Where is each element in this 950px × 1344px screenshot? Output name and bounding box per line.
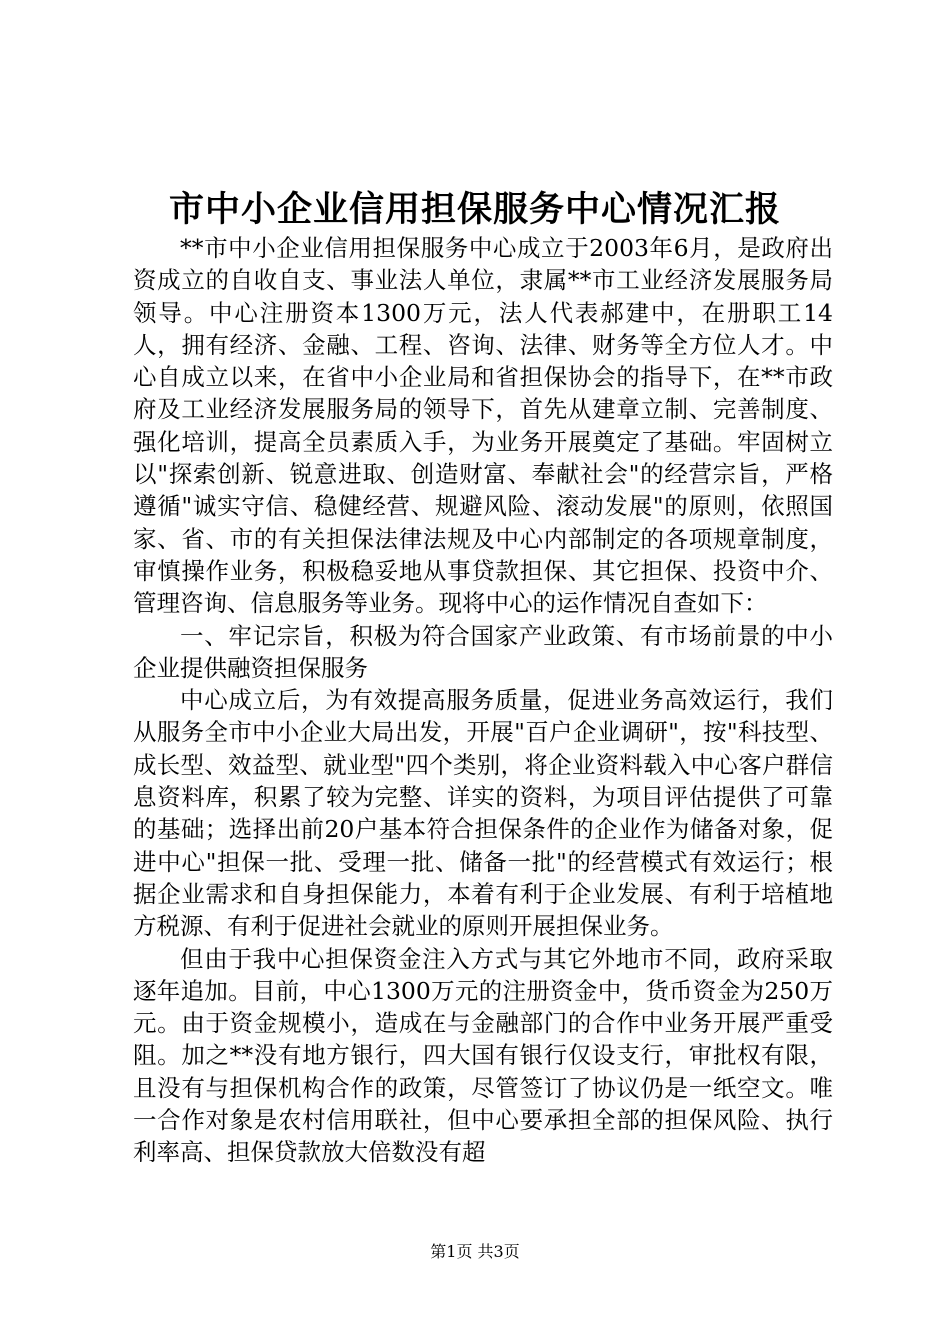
section-heading-1: 一、牢记宗旨，积极为符合国家产业政策、有市场前景的中小企业提供融资担保服务 [133,621,833,682]
paragraph-service: 中心成立后，为有效提高服务质量，促进业务高效运行，我们从服务全市中小企业大局出发，开展"百户企业调研"，按"科技型、成长型、效益型、就业型"四个类别，将企业资料载入中心客户群信息资料库，积累了较为完整、详实的资料，为项目评估提供了可靠的基础；选择出前20户基本符合担保条件的企业作为储备对象，促进中心"担保一批、受理一批、储备一批"的经营模式有效运行；根据企业需求和自身担保能力，本着有利于企业发展、有利于培植地方税源、有利于促进社会就业的原则开展担保业务。 [133,686,833,941]
document-body [133,232,833,1169]
paragraph-intro: **市中小企业信用担保服务中心成立于2003年6月，是政府出资成立的自收自支、事业法人单位，隶属**市工业经济发展服务局领导。中心注册资本1300万元，法人代表郝建中，在册职工14人，拥有经济、金融、工程、咨询、法律、财务等全方位人才。中心自成立以来，在省中小企业局和省担保协会的指导下，在**市政府及工业经济发展服务局的领导下，首先从建章立制、完善制度、强化培训，提高全员素质入手，为业务开展奠定了基础。牢固树立以"探索创新、锐意进取、创造财富、奉献社会"的经营宗旨，严格遵循"诚实守信、稳健经营、规避风险、滚动发展"的原则，依照国家、省、市的有关担保法律法规及中心内部制定的各项规章制度，审慎操作业务，积极稳妥地从事贷款担保、其它担保、投资中介、管理咨询、信息服务等业务。现将中心的运作情况自查如下： [133,234,833,618]
document-title: 市中小企业信用担保服务中心情况汇报 [168,189,781,230]
paragraph-funding: 但由于我中心担保资金注入方式与其它外地市不同，政府采取逐年追加。目前，中心1300万元的注册资金中，货币资金为250万元。由于资金规模小，造成在与金融部门的合作中业务开展严重受阻。加之**没有地方银行，四大国有银行仅设支行，审批权有限，且没有与担保机构合作的政策，尽管签订了协议仍是一纸空文。唯一合作对象是农村信用联社，但中心要承担全部的担保风险、执行利率高、担保贷款放大倍数没有超 [133,944,833,1167]
page-number: 第1页 共3页 [430,1242,520,1261]
